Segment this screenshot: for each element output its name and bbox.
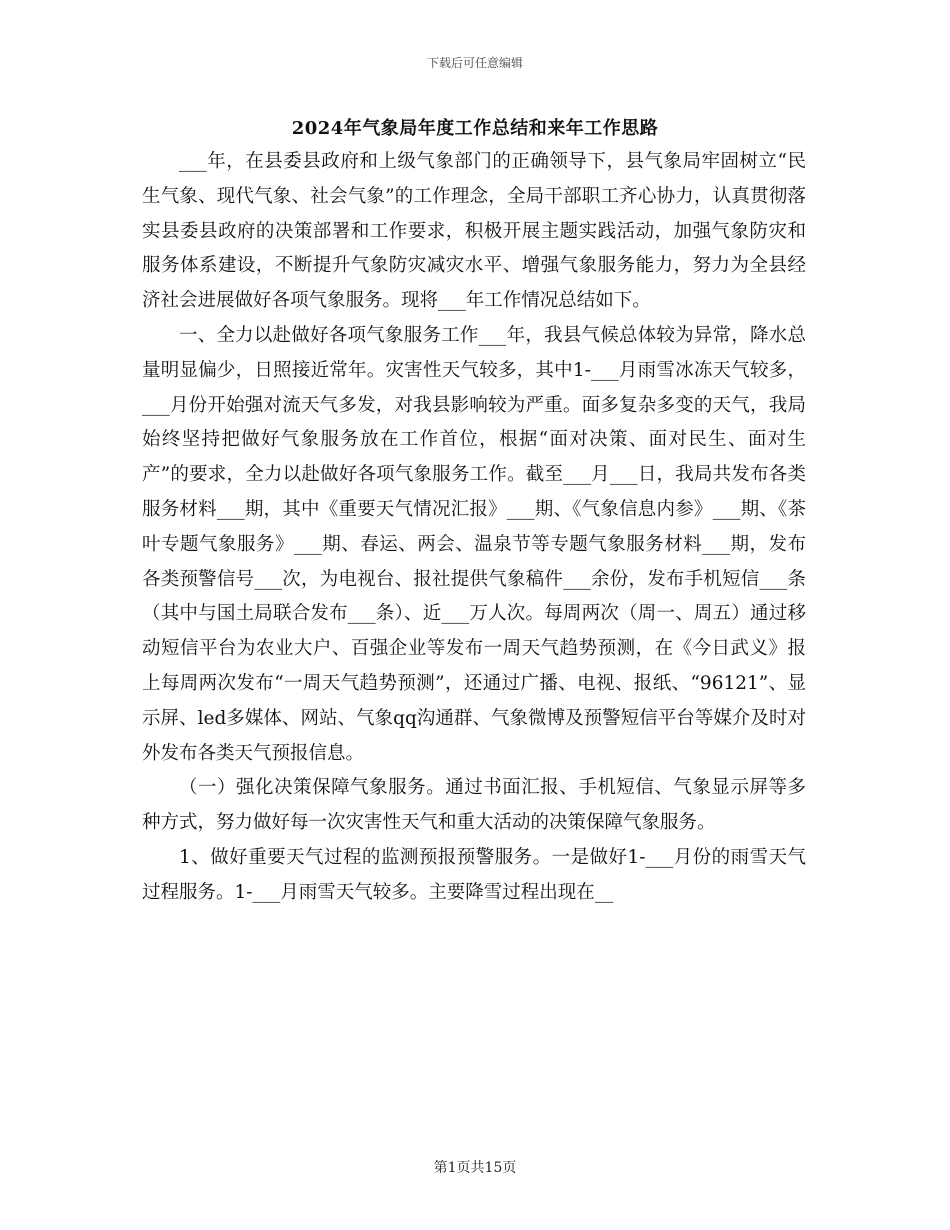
page-header-note: 下载后可任意编辑 (426, 56, 523, 70)
document-title: 2024年气象局年度工作总结和来年工作思路 (291, 118, 659, 139)
paragraph-section-1: 一、全力以赴做好各项气象服务工作___年，我县气候总体较为异常，降水总量明显偏少，日照接近常年。灾害性天气较多，其中1-___月雨雪冰冻天气较多，___月份开始强对流天气多发，对我县影响较为严重。面多复杂多变的天气，我局始终坚持把做好气象服务放在工作首位，根据“面对决策、面对民生、面对生产”的要求，全力以赴做好各项气象服务工作。截至___月___日，我局共发布各类服务材料___期，其中《重要天气情况汇报》___期、《气象信息内参》___期、《茶叶专题气象服务》___期、春运、两会、温泉节等专题气象服务材料___期，发布各类预警信号___次，为电视台、报社提供气象稿件___余份，发布手机短信___条（其中与国土局联合发布___条）、近___万人次。每周两次（周一、周五）通过移动短信平台为农业大户、百强企业等发布一周天气趋势预测，在《今日武义》报上每周两次发布“一周天气趋势预测”，还通过广播、电视、报纸、“96121”、显示屏、led多媒体、网站、气象qq沟通群、气象微博及预警短信平台等媒介及时对外发布各类天气预报信息。 (142, 324, 806, 764)
paragraph-subsection-1: （一）强化决策保障气象服务。通过书面汇报、手机短信、气象显示屏等多种方式，努力做好每一次灾害性天气和重大活动的决策保障气象服务。 (142, 777, 806, 834)
page-number: 第1页共15页 (433, 1160, 517, 1176)
paragraph-item-1: 1、做好重要天气过程的监测预报预警服务。一是做好1-___月份的雨雪天气过程服务。1-___月雨雪天气较多。主要降雪过程出现在__ (142, 846, 806, 903)
paragraph-intro: ___年，在县委县政府和上级气象部门的正确领导下，县气象局牢固树立“民生气象、现代气象、社会气象”的工作理念，全局干部职工齐心协力，认真贯彻落实县委县政府的决策部署和工作要求，积极开展主题实践活动，加强气象防灾和服务体系建设，不断提升气象防灾减灾水平、增强气象服务能力，努力为全县经济社会进展做好各项气象服务。现将___年工作情况总结如下。 (142, 151, 806, 312)
document-body (142, 145, 806, 911)
